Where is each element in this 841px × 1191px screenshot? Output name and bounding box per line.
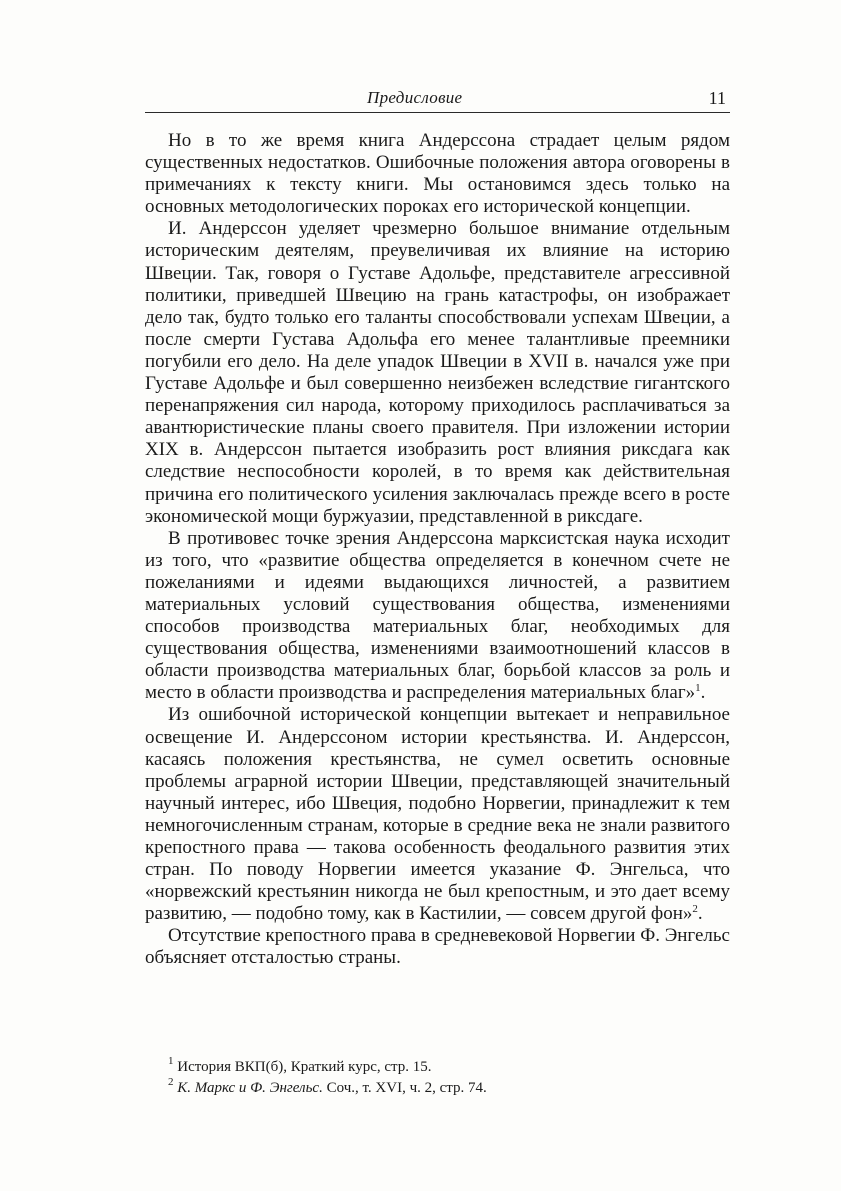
paragraph-1-text: Но в то же время книга Андерссона страдает целым рядом существенных недостатков. Ошибочные положения автора оговорены в примечаниях к тексту книги. Мы остановимся здесь только на основных методологических пороках его исторической концепции. — [145, 130, 730, 218]
paragraph-2 — [145, 218, 730, 527]
footnote-2-authors: К. Маркс и Ф. Энгельс. — [177, 1080, 323, 1096]
footnote-2 — [168, 1078, 728, 1099]
paragraph-3 — [145, 528, 730, 705]
paragraph-4 — [145, 704, 730, 925]
paragraph-1 — [145, 130, 730, 218]
header-rule — [145, 112, 730, 113]
paragraph-2-text: И. Андерссон уделяет чрезмерно большое внимание отдельным историческим деятелям, преувеличивая их влияние на историю Швеции. Так, говоря о Густаве Адольфе, представителе агрессивной политики, приведшей Швецию на грань катастрофы, он изображает дело так, будто только его таланты способствовали успехам Швеции, а после смерти Густава Адольфа его менее талантливые преемники погубили его дело. На деле упадок Швеции в XVII в. начался уже при Густаве Адольфе и был совершенно неизбежен вследствие гигантского перенапряжения сил народа, которому приходилось расплачиваться за авантюристические планы своего правителя. При изложении истории XIX в. Андерссон пытается изобразить рост влияния риксдага как следствие неспособности королей, в то время как действительная причина его политического усиления заключалась прежде всего в росте экономической мощи буржуазии, представленной в риксдаге. — [145, 218, 730, 527]
paragraph-4-text: Из ошибочной исторической концепции вытекает и неправильное освещение И. Андерссоном истории крестьянства. И. Андерссон, касаясь положения крестьянства, не сумел осветить основные проблемы аграрной истории Швеции, представляющей значительный научный интерес, ибо Швеция, подобно Норвегии, принадлежит к тем немногочисленным странам, которые в средние века не знали развитого крепостного права — такова особенность феодального развития этих стран. По поводу Норвегии имеется указание Ф. Энгельса, что «норвежский крестьянин никогда не был крепостным, и это дает всему развитию, — подобно тому, как в Кастилии, — совсем другой фон» — [145, 704, 730, 925]
paragraph-5 — [145, 925, 730, 969]
running-header-title: Предисловие — [367, 88, 463, 107]
paragraph-3-text: В противовес точке зрения Андерссона марксистская наука исходит из того, что «развитие общества определяется в конечном счете не пожеланиями и идеями выдающихся личностей, а развитием материальных условий существования общества, изменениями способов производства материальных благ, необходимых для существования общества, изменениями взаимоотношений классов в области производства материальных благ, борьбой классов за роль и место в области производства и распределения материальных благ» — [145, 527, 730, 704]
page-number: 11 — [708, 88, 726, 108]
footnote-1 — [168, 1057, 728, 1078]
footnote-ref-2[interactable]: 2 — [692, 903, 698, 916]
footnotes — [168, 1057, 728, 1099]
paragraph-5-text: Отсутствие крепостного права в средневековой Норвегии Ф. Энгельс объясняет отсталостью страны. — [145, 925, 730, 969]
paragraph-4-end: . — [697, 903, 703, 925]
paragraph-3-end: . — [700, 682, 706, 704]
footnote-ref-1[interactable]: 1 — [695, 682, 701, 695]
footnote-2-mark: 2 — [168, 1076, 174, 1088]
running-header — [145, 88, 730, 114]
body-text — [145, 130, 730, 970]
footnote-1-text: История ВКП(б), Краткий курс, стр. 15. — [177, 1059, 432, 1075]
footnote-1-mark: 1 — [168, 1055, 174, 1067]
footnote-2-text: Соч., т. XVI, ч. 2, стр. 74. — [326, 1080, 487, 1096]
